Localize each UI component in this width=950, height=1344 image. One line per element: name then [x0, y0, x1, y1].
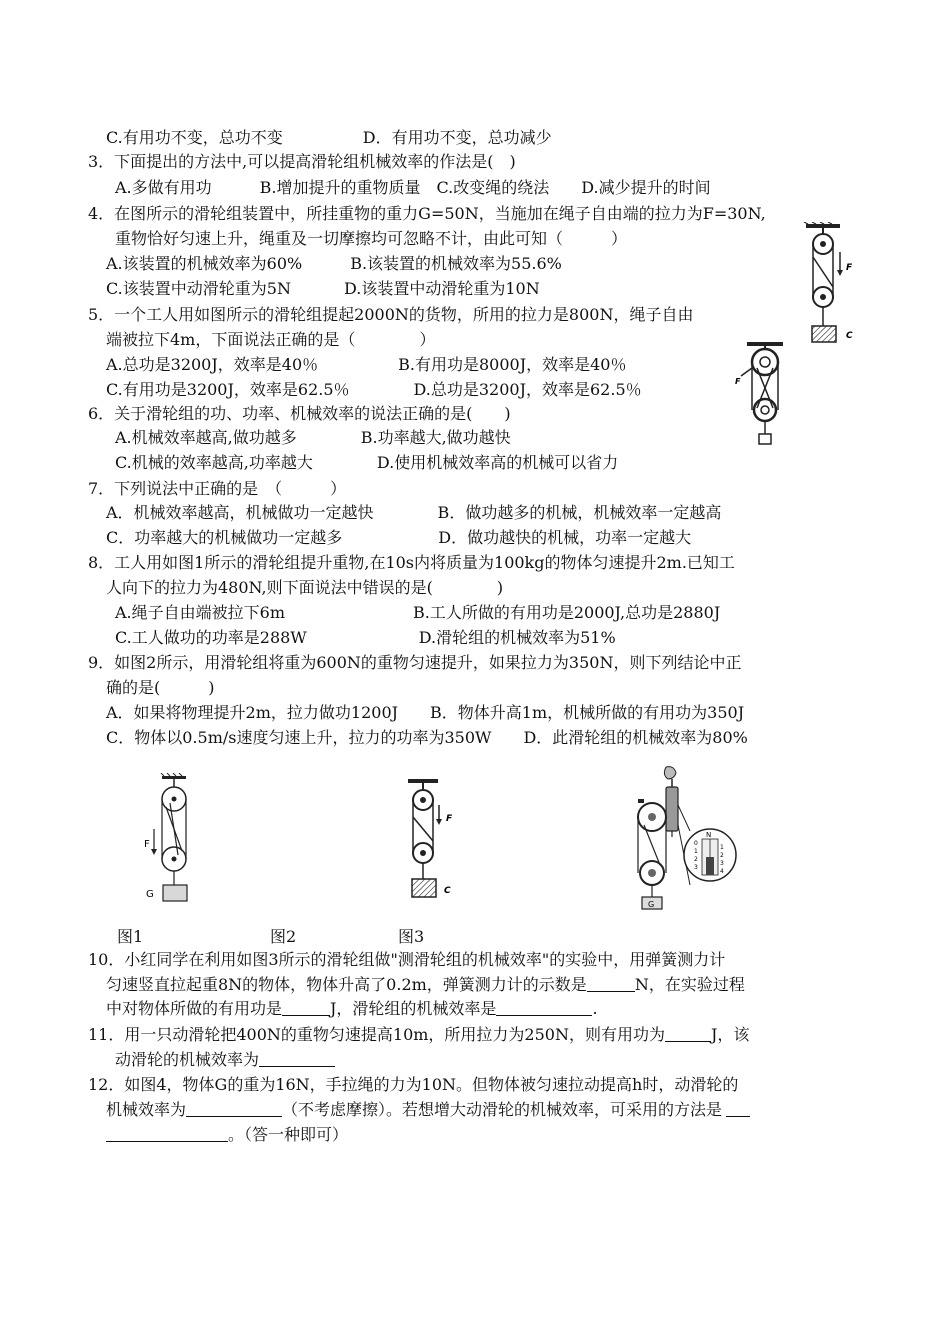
q10-text: 匀速竖直拉起重8N的物体，物体升高了0.2m，弹簧测力计的示数是 — [106, 975, 587, 994]
weight-label: G — [648, 900, 655, 909]
question-4-line1: 4．在图所示的滑轮组装置中，所挂重物的重力G=50N，当施加在绳子自由端的拉力为F=30N, — [88, 204, 766, 223]
q8-options-cd: C.工人做功的功率是288W D.滑轮组的机械效率为51% — [115, 628, 616, 647]
q5-options-cd: C.有用功是3200J，效率是62.5％ D.总功是3200J，效率是62.5％ — [106, 380, 642, 399]
q12-text: （不考虑摩擦）。若想增大动滑轮的机械效率，可采用的方法是 — [282, 1100, 723, 1119]
question-12-line3 — [106, 1125, 348, 1145]
scale-unit-label: N — [706, 831, 712, 839]
answer-blank-method[interactable] — [726, 1100, 750, 1117]
scale-tick: 3 — [694, 864, 698, 871]
figure-2-caption: 图2 — [270, 927, 297, 946]
scale-tick: 2 — [694, 856, 698, 863]
q2-options: C.有用功不变，总功不变 D．有用功不变，总功减少 — [106, 128, 552, 147]
figure-3 — [622, 765, 738, 913]
scale-tick: 4 — [720, 868, 724, 875]
weight-label: G — [146, 889, 154, 900]
q4-pulley-figure — [800, 222, 860, 348]
q12-text: 机械效率为 — [106, 1100, 187, 1119]
question-4-line2: 重物恰好匀速上升，绳重及一切摩擦均可忽略不计，由此可知（ ） — [115, 229, 628, 248]
force-label: F — [735, 377, 741, 386]
question-9-line2: 确的是( ) — [106, 678, 215, 697]
scale-tick: 1 — [720, 844, 724, 851]
question-10-line1: 10．小红同学在利用如图3所示的滑轮组做"测滑轮组的机械效率"的实验中，用弹簧测力计 — [88, 950, 726, 969]
answer-blank-useful-work[interactable] — [282, 999, 330, 1016]
answer-blank-method[interactable] — [106, 1125, 228, 1142]
force-label: F — [144, 839, 150, 850]
figure-1 — [140, 773, 200, 905]
figure-2 — [402, 777, 462, 903]
question-5-line1: 5．一个工人用如图所示的滑轮组提起2000N的货物，所用的拉力是800N，绳子自由 — [88, 305, 694, 324]
question-11-line2 — [115, 1050, 335, 1070]
force-label: F — [446, 814, 453, 824]
question-9-line1: 9．如图2所示，用滑轮组将重为600N的重物匀速提升，如果拉力为350N，则下列结论中正 — [88, 653, 742, 672]
q10-text: 中对物体所做的有用功是 — [106, 999, 283, 1018]
q5-options-ab: A.总功是3200J，效率是40％ B.有用功是8000J，效率是40％ — [106, 355, 627, 374]
question-3: 3．下面提出的方法中,可以提高滑轮组机械效率的作法是( ) — [88, 152, 516, 171]
answer-blank-efficiency[interactable] — [496, 999, 592, 1016]
question-12-line2 — [106, 1100, 750, 1120]
q4-options-cd: C.该装置中动滑轮重为5N D.该装置中动滑轮重为10N — [106, 279, 540, 298]
scale-tick: 1 — [694, 848, 698, 855]
q3-options: A.多做有用功 B.增加提升的重物质量 C.改变绳的绕法 D.减少提升的时间 — [115, 178, 711, 197]
question-8-line2: 人向下的拉力为480N,则下面说法中错误的是( ) — [106, 578, 504, 597]
q7-options-ab: A．机械效率越高，机械做功一定越快 B．做功越多的机械，机械效率一定越高 — [106, 503, 722, 522]
question-6: 6．关于滑轮组的功、功率、机械效率的说法正确的是( ) — [88, 404, 511, 423]
q10-text: N，在实验过程 — [634, 975, 745, 994]
question-11-line1 — [88, 1025, 749, 1045]
scale-tick: 2 — [720, 852, 724, 859]
scale-tick: 3 — [720, 860, 724, 867]
weight-label: C — [846, 331, 853, 341]
q10-text: . — [592, 999, 598, 1018]
question-10-line2 — [106, 975, 745, 995]
q8-options-ab: A.绳子自由端被拉下6m B.工人所做的有用功是2000J,总功是2880J — [115, 603, 721, 622]
answer-blank-efficiency[interactable] — [186, 1100, 282, 1117]
q4-options-ab: A.该装置的机械效率为60% B.该装置的机械效率为55.6% — [106, 254, 562, 273]
answer-blank-useful-work[interactable] — [665, 1025, 711, 1042]
weight-label: C — [444, 886, 451, 896]
question-12-line1: 12．如图4，物体G的重为16N，手拉绳的力为10N。但物体被匀速拉动提高h时，动滑轮的 — [88, 1075, 739, 1094]
question-8-line1: 8．工人用如图1所示的滑轮组提升重物,在10s内将质量为100kg的物体匀速提升2m.已知工 — [88, 553, 735, 572]
force-label: F — [846, 263, 853, 273]
q7-options-cd: C．功率越大的机械做功一定越多 D．做功越快的机械，功率一定越大 — [106, 528, 692, 547]
q6-options-ab: A.机械效率越高,做功越多 B.功率越大,做功越快 — [115, 428, 511, 447]
q6-options-cd: C.机械的效率越高,功率越大 D.使用机械效率高的机械可以省力 — [115, 453, 619, 472]
q9-options-cd: C．物体以0.5m/s速度匀速上升，拉力的功率为350W D．此滑轮组的机械效率为80% — [106, 728, 748, 747]
question-5-line2: 端被拉下4m，下面说法正确的是（ ） — [106, 330, 436, 349]
question-7: 7．下列说法中正确的是 （ ） — [88, 479, 347, 498]
q5-pulley-figure — [733, 338, 793, 450]
scale-tick: 0 — [694, 840, 698, 847]
q9-options-ab: A．如果将物理提升2m，拉力做功1200J B．物体升高1m，机械所做的有用功为350J — [106, 703, 745, 722]
figure-3-caption: 图3 — [398, 927, 425, 946]
question-10-line3 — [106, 999, 598, 1019]
figure-1-caption: 图1 — [117, 927, 144, 946]
answer-blank-efficiency[interactable] — [259, 1050, 335, 1067]
q12-text: 。（答一种即可） — [228, 1125, 349, 1144]
q10-text: J，滑轮组的机械效率是 — [330, 999, 497, 1018]
q11-text: J，该 — [710, 1025, 750, 1044]
answer-blank-scale-reading[interactable] — [587, 975, 635, 992]
q11-text: 动滑轮的机械效率为 — [115, 1050, 260, 1069]
q11-text: 11．用一只动滑轮把400N的重物匀速提高10m，所用拉力为250N，则有用功为 — [88, 1025, 665, 1044]
